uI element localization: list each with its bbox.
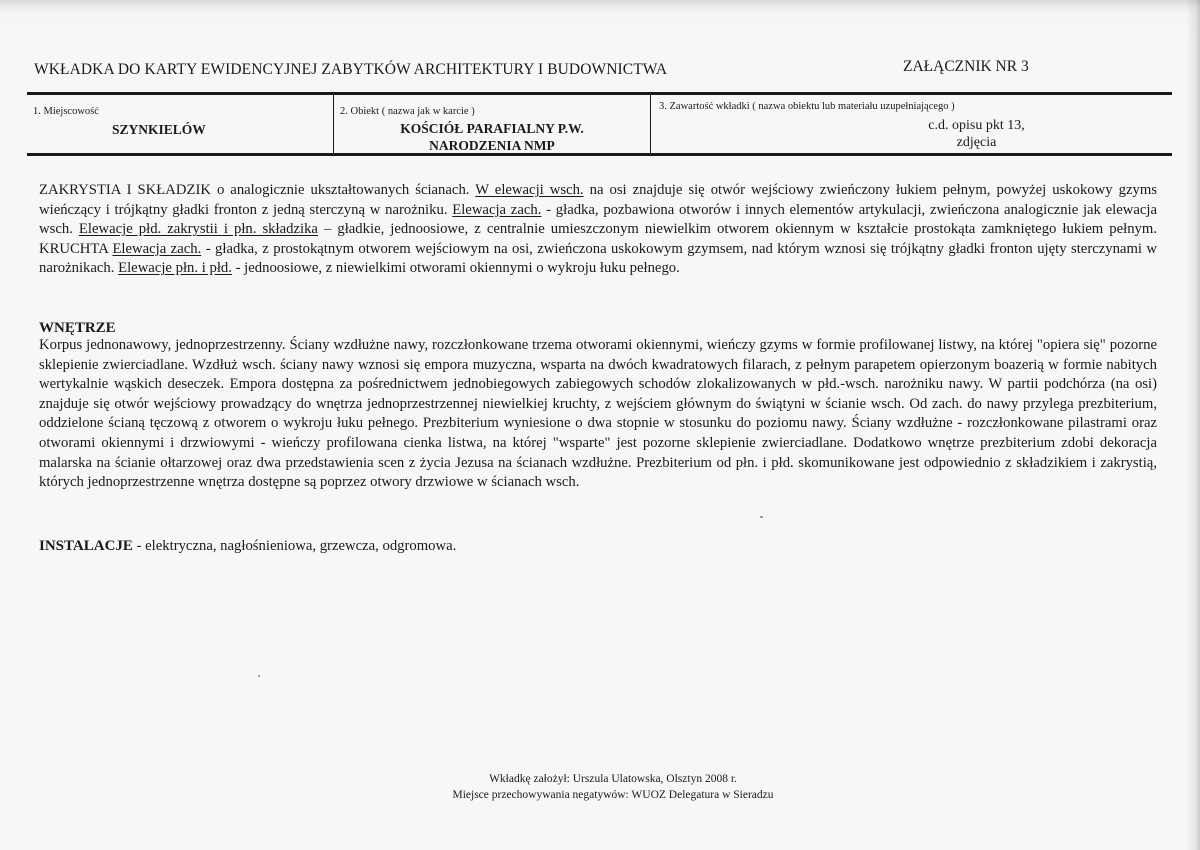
scan-speck: [258, 675, 260, 677]
scan-edge-shadow: [1186, 0, 1200, 850]
underlined-term: Elewacje płd. zakrystii i płn. składzika: [78, 221, 318, 238]
content-value-line1: c.d. opisu pkt 13,: [928, 118, 1025, 133]
underlined-term: Elewacja zach.: [452, 201, 542, 218]
record-info-table: [27, 92, 1172, 156]
underlined-term: Elewacje płn. i płd.: [118, 260, 232, 277]
object-cell: [334, 95, 651, 153]
text-segment: ZAKRYSTIA I SKŁADZIK o analogicznie ukształtowanych ścianach.: [39, 182, 476, 198]
content-cell: [651, 95, 1172, 153]
text-segment: - gładka, z prostokątnym otworem wejściowym na osi, zwieńczona uskokowym gzymsem, nad którym wznosi się trójkątny gładki fronton ujęty sterczynami w narożnikach.: [39, 240, 1157, 277]
content-value-line2: zdjęcia: [956, 135, 997, 150]
interior-heading: WNĘTRZE: [39, 320, 116, 336]
object-value-line2: NARODZENIA NMP: [429, 138, 555, 153]
underlined-term: W elewacji wsch.: [475, 182, 584, 198]
underlined-term: Elewacja zach.: [112, 240, 202, 257]
interior-description: Korpus jednonawowy, jednoprzestrzenny. Ściany wzdłużne nawy, rozczłonkowane trzema otworami okiennymi, wieńczy gzyms w formie profilowanej listwy, na której "opiera się" pozorne sklepienie zwierciadlane. Wzdłuż wsch. ściany nawy wznosi się empora muzyczna, wsparta na dwóch kwadratowych filarach, z pełnym parapetem opierzonym boazerią w formie nabitych wertykalnie wąskich deseczek. Empora dostępna za pośrednictwem jednobiegowych zabiegowych schodów zlokalizowanych w płd.-wsch. narożniku nawy. W partii podchórza (na osi) znajduje się otwór wejściowy prowadzący do wnętrza jednoprzestrzennej niewielkiej kruchty, z wejściem głównym do świątyni w ścianie wsch. Od zach. do nawy przylega prezbiterium, oddzielone ścianą tęczową z otworem o wykroju łuku pełnego. Prezbiterium wyniesione o dwa stopnie w stosunku do poziomu nawy. Ściany wzdłużne - rozczłonkowane pilastrami oraz otworami okiennymi i drzwiowymi - wieńczy profilowana cienka listwa, na której "wsparte" jest pozorne sklepienie zwierciadlane. Dodatkowo wnętrze prezbiterium zdobi dekoracja malarska na ścianie ołtarzowej oraz dwa przedstawienia scen z życia Jezusa na ścianach wzdłużne. Prezbiterium od płn. i płd. skomunikowane jest odpowiednio z składzikiem i zakrystią, których jednoprzestrzenne wnętrza dostępne są poprzez otwory drzwiowe w ścianach wsch.: [39, 337, 1157, 491]
installations-line: [39, 538, 456, 555]
installations-heading: INSTALACJE: [39, 538, 133, 554]
footer-negatives-location: Miejsce przechowywania negatywów: WUOZ Delegatura w Sieradzu: [452, 789, 774, 801]
text-segment: – gładkie, jednoosiowe, z centralnie umieszczonym niewielkim otworem okiennym w kształcie prostokąta zamkniętego łukiem pełnym. KRUCHTA: [39, 221, 1157, 257]
sacristy-porch-description: [39, 181, 1157, 279]
locality-cell: [27, 95, 334, 153]
locality-value: SZYNKIELÓW: [112, 122, 206, 137]
scan-speck: [760, 516, 763, 518]
text-segment: na osi znajduje się otwór wejściowy zwieńczony łukiem pełnym, powyżej uskokowy gzyms wieńczący i trójkątny gładki fronton z jedną sterczyną w narożniku.: [39, 182, 1157, 218]
footer-author: Wkładkę założył: Urszula Ulatowska, Olsztyn 2008 r.: [489, 773, 737, 785]
document-title: WKŁADKA DO KARTY EWIDENCYJNEJ ZABYTKÓW ARCHITEKTURY I BUDOWNICTWA: [34, 61, 668, 78]
text-segment: - jednoosiowe, z niewielkimi otworami okiennymi o wykroju łuku pełnego.: [231, 260, 680, 277]
object-value: [334, 120, 650, 154]
annex-number: ZAŁĄCZNIK NR 3: [903, 58, 1029, 75]
text-segment: - gładka, pozbawiona otworów i innych elementów artykulacji, zwieńczona analogicznie jak elewacja wsch.: [39, 201, 1158, 238]
object-value-line1: KOŚCIÓŁ PARAFIALNY P.W.: [400, 121, 584, 136]
object-label: 2. Obiekt ( nazwa jak w karcie ): [340, 106, 475, 117]
content-label: 3. Zawartość wkładki ( nazwa obiektu lub materiału uzupełniającego ): [659, 101, 955, 112]
installations-text: - elektryczna, nagłośnieniowa, grzewcza, odgromowa.: [132, 538, 457, 554]
locality-label: 1. Miejscowość: [33, 106, 99, 117]
content-value: [651, 117, 1172, 151]
